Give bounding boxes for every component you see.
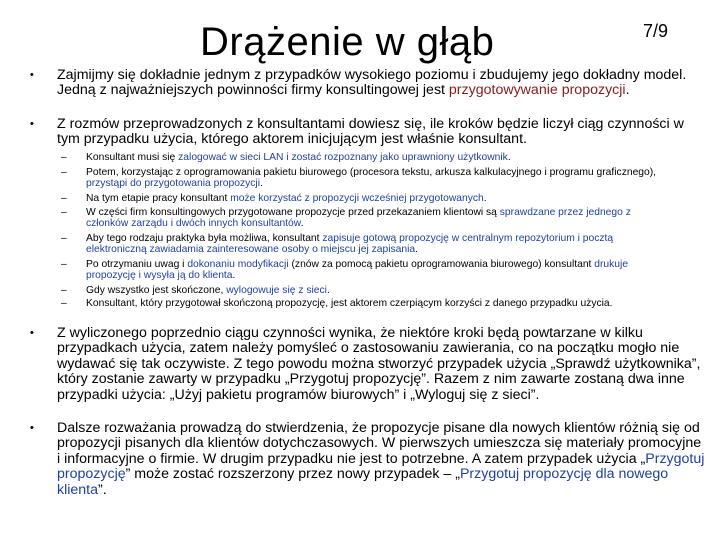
- page-number: 7/9: [643, 21, 669, 41]
- sub-bullet-text: [86, 193, 487, 204]
- dash-icon: –: [61, 298, 67, 309]
- sub-bullet-item: [61, 259, 666, 282]
- text-run: W części firm konsultingowych przygotowane propozycje przed przekazaniem klientowi są: [86, 207, 500, 218]
- bullet-item: [30, 420, 705, 498]
- highlight-text: zapisuje gotową propozycję w centralnym repozytorium i pocztą elektroniczną zawiadamia zainteresowane osoby o miejscu jej zapisania: [86, 233, 614, 256]
- text-run: Potem, korzystając z oprogramowania pakietu biurowego (procesora tekstu, arkusza kalkulacyjnego i programu graficznego),: [86, 167, 657, 178]
- dash-icon: –: [61, 259, 67, 270]
- highlight-text: Przygotuj propozycję dla nowego klienta: [57, 466, 669, 498]
- text-run: Z wyliczonego poprzednio ciągu czynności wynika, że niektóre kroki będą powtarzane w kilku przypadkach użycia, zatem należy pomyśleć o zastosowaniu zawierania, co na początku mogło nie wydawać się tak oczywiste. Z tego powodu można stworzyć przypadek użycia „Sprawdź użytkownika”, który zostanie zawarty w przypadku „Przygotuj propozycję”. Razem z nim zawarte zostaną dwa inne przypadki użycia: „Użyj pakietu programów biurowych” i „Wyloguj się z sieci”.: [57, 325, 701, 403]
- sub-bullet-item: [61, 193, 666, 204]
- text-run: .: [483, 193, 487, 204]
- bullet-item: [30, 116, 705, 148]
- highlight-text: dokonaniu modyfikacji: [187, 259, 289, 270]
- highlight-text: drukuje propozycję i wysyła ją do klienta: [86, 259, 629, 282]
- sub-bullet-text: [86, 298, 613, 309]
- dash-icon: –: [61, 207, 67, 218]
- text-run: .: [415, 244, 418, 256]
- highlight-text: zalogować w sieci LAN i zostać rozpoznany jako uprawniony użytkownik: [178, 152, 508, 163]
- text-run: .: [326, 285, 330, 296]
- bullet-text: [57, 116, 684, 147]
- text-run: .: [260, 178, 263, 190]
- bullet-text: [57, 67, 686, 98]
- text-run: (znów za pomocą pakietu oprogramowania biurowego) konsultant: [288, 259, 595, 270]
- dash-icon: –: [61, 167, 67, 178]
- sub-bullet-item: [61, 285, 666, 296]
- text-run: ” może zostać rozszerzony przez nowy przypadek – „: [125, 466, 460, 483]
- text-run: Na tym etapie pracy konsultant: [86, 193, 231, 204]
- sub-bullet-text: [86, 285, 330, 296]
- sub-bullet-item: [61, 298, 666, 309]
- dash-icon: –: [61, 285, 67, 296]
- highlight-text: może korzystać z propozycji wcześniej przygotowanych: [230, 193, 484, 204]
- sub-bullet-item: [61, 207, 666, 230]
- highlight-text: przystąpi do przygotowania propozycji: [86, 178, 260, 190]
- bullet-icon: •: [30, 118, 34, 130]
- sub-bullet-text: [86, 207, 631, 229]
- dash-icon: –: [61, 233, 67, 244]
- slide-title: Drążenie w głąb: [200, 20, 495, 64]
- sub-bullet-text: [86, 259, 628, 281]
- text-run: Gdy wszystko jest skończone,: [86, 285, 227, 296]
- bullet-icon: •: [30, 69, 34, 81]
- dash-icon: –: [61, 193, 67, 204]
- highlight-text: Przygotuj propozycję: [57, 450, 705, 483]
- bullet-item: [30, 325, 705, 403]
- text-run: .: [507, 152, 511, 163]
- highlight-text: sprawdzane przez jednego z członków zarządu i dwóch innych konsultantów: [86, 207, 631, 230]
- bullet-text: [57, 420, 704, 498]
- dash-icon: –: [61, 152, 67, 163]
- text-run: .: [625, 82, 630, 99]
- text-run: .: [300, 218, 304, 230]
- sub-bullet-item: [61, 167, 666, 190]
- text-run: Po otrzymaniu uwag i: [86, 259, 188, 270]
- sub-bullet-item: [61, 152, 666, 163]
- text-run: ”.: [98, 481, 107, 498]
- text-run: .: [232, 270, 236, 282]
- emphasis-text: przygotowywanie propozycji: [448, 82, 626, 99]
- sub-bullet-text: [86, 233, 613, 255]
- text-run: Konsultant musi się: [86, 152, 179, 163]
- text-run: Konsultant, który przygotował skończoną propozycję, jest aktorem czerpiącym korzyści z danego przypadku użycia.: [86, 298, 613, 309]
- text-run: Aby tego rodzaju praktyka była możliwa, konsultant: [86, 233, 323, 244]
- text-run: Zajmijmy się dokładnie jednym z przypadków wysokiego poziomu i zbudujemy jego dokładny model. Jedną z najważniejszych powinności firmy konsultingowej jest: [57, 67, 687, 99]
- highlight-text: wylogowuje się z sieci: [226, 285, 327, 296]
- sub-bullet-text: [86, 167, 656, 189]
- sub-bullet-item: [61, 233, 666, 256]
- sub-bullet-text: [86, 152, 511, 163]
- text-run: Z rozmów przeprowadzonych z konsultantami dowiesz się, ile kroków będzie liczył ciąg czynności w tym przypadku użycia, którego aktorem inicjującym jest właśnie konsultant.: [57, 116, 684, 148]
- bullet-icon: •: [30, 327, 34, 339]
- bullet-item: [30, 67, 705, 99]
- text-run: Dalsze rozważania prowadzą do stwierdzenia, że propozycje pisane dla nowych klientów różnią się od propozycji pisanych dla klientów dotychczasowych. W pierwszych umieszcza się materiały promocyjne i informacyjne o firmie. W drugim przypadku nie jest to potrzebne. A zatem przypadek użycia „: [57, 420, 702, 467]
- bullet-text: [57, 325, 700, 403]
- bullet-icon: •: [30, 422, 34, 434]
